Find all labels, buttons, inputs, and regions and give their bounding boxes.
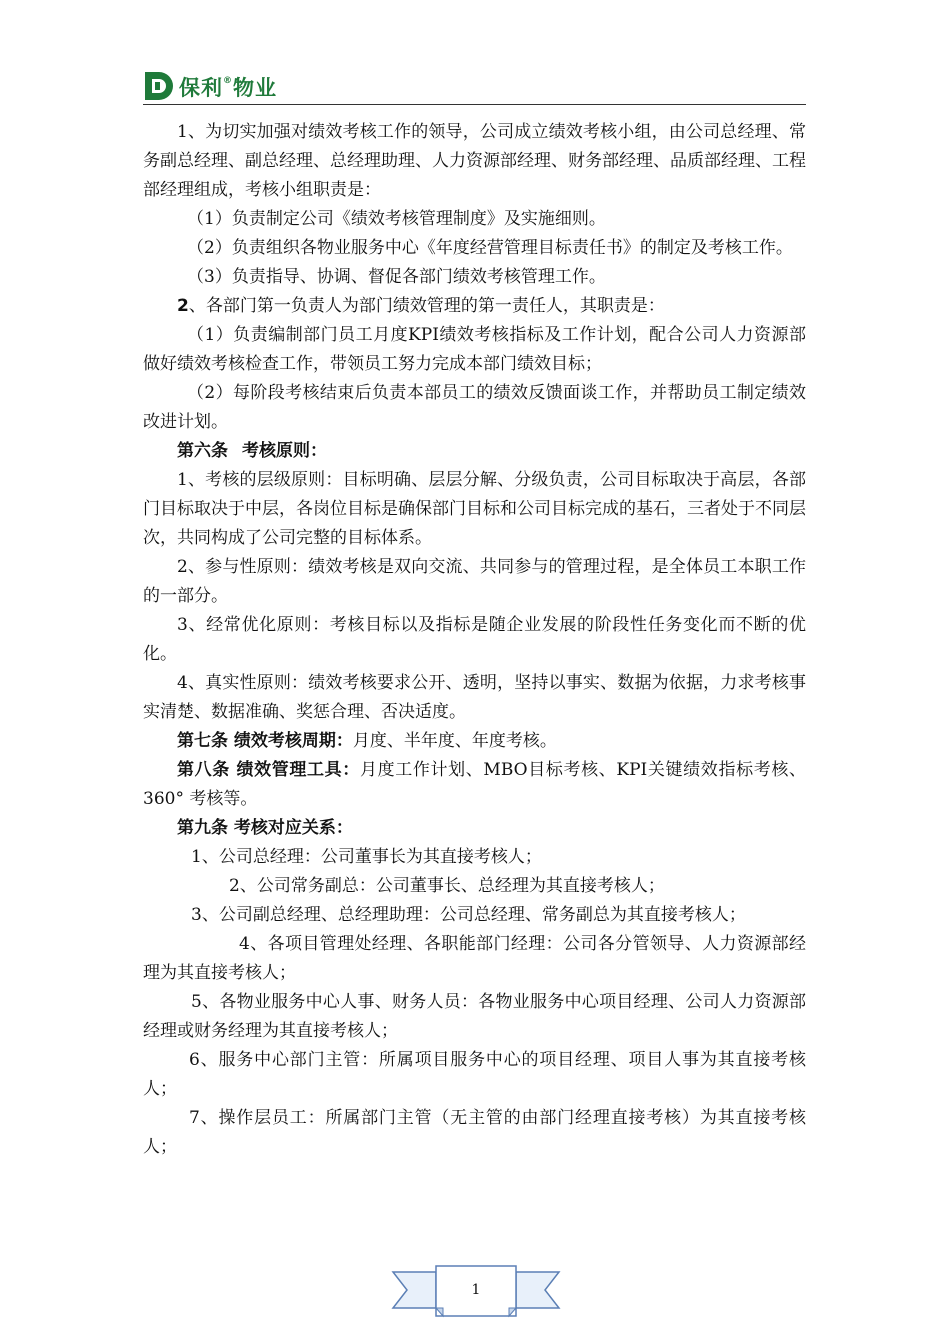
paragraph: 6、服务中心部门主管：所属项目服务中心的项目经理、项目人事为其直接考核人； — [143, 1050, 806, 1099]
page-footer — [391, 1260, 561, 1322]
page-number: 1 — [471, 1282, 481, 1298]
paragraph: （3）负责指导、协调、督促各部门绩效考核管理工作。 — [187, 267, 606, 287]
poly-logo-icon — [143, 70, 175, 102]
paragraph: 2、各部门第一负责人为部门绩效管理的第一责任人，其职责是： — [177, 296, 665, 316]
paragraph: 2、公司常务副总：公司董事长、总经理为其直接考核人； — [229, 876, 665, 896]
paragraph: 3、经常优化原则：考核目标以及指标是随企业发展的阶段性任务变化而不断的优化。 — [143, 615, 806, 664]
brand-name: 保利®物业 — [179, 76, 277, 100]
paragraph: 1、考核的层级原则：目标明确、层层分解、分级负责，公司目标取决于高层，各部门目标取决于中层，各岗位目标是确保部门目标和公司目标完成的基石，三者处于不同层次，共同构成了公司完整的目标体系。 — [143, 470, 806, 548]
paragraph: 1、为切实加强对绩效考核工作的领导，公司成立绩效考核小组，由公司总经理、常务副总经理、副总经理、总经理助理、人力资源部经理、财务部经理、品质部经理、工程部经理组成，考核小组职责是： — [143, 122, 806, 200]
paragraph: 4、各项目管理处经理、各职能部门经理：公司各分管领导、人力资源部经理为其直接考核人； — [143, 934, 806, 983]
article-heading: 第六条 考核原则： — [177, 441, 327, 461]
article-paragraph: 第八条 绩效管理工具：月度工作计划、MBO目标考核、KPI关键绩效指标考核、360° 考核等。 — [143, 760, 806, 809]
document-body — [143, 118, 806, 1162]
paragraph: 1、公司总经理：公司董事长为其直接考核人； — [191, 847, 542, 867]
article-paragraph: 第七条 绩效考核周期：月度、半年度、年度考核。 — [177, 731, 557, 751]
paragraph: （1）负责制定公司《绩效考核管理制度》及实施细则。 — [187, 209, 606, 229]
paragraph: （2）负责组织各物业服务中心《年度经营管理目标责任书》的制定及考核工作。 — [187, 238, 793, 258]
paragraph: 4、真实性原则：绩效考核要求公开、透明，坚持以事实、数据为依据，力求考核事实清楚、数据准确、奖惩合理、否决适度。 — [143, 673, 806, 722]
paragraph: 5、各物业服务中心人事、财务人员：各物业服务中心项目经理、公司人力资源部经理或财务经理为其直接考核人； — [143, 992, 806, 1041]
header-divider — [143, 104, 806, 105]
paragraph: 2、参与性原则：绩效考核是双向交流、共同参与的管理过程，是全体员工本职工作的一部分。 — [143, 557, 806, 606]
paragraph: 7、操作层员工：所属部门主管（无主管的由部门经理直接考核）为其直接考核人； — [143, 1108, 806, 1157]
paragraph: 3、公司副总经理、总经理助理：公司总经理、常务副总为其直接考核人； — [191, 905, 746, 925]
page-header — [143, 68, 806, 108]
article-heading: 第九条 考核对应关系： — [177, 818, 353, 838]
paragraph: （2）每阶段考核结束后负责本部员工的绩效反馈面谈工作，并帮助员工制定绩效改进计划。 — [143, 383, 806, 432]
paragraph: （1）负责编制部门员工月度KPI绩效考核指标及工作计划，配合公司人力资源部做好绩效考核检查工作，带领员工努力完成本部门绩效目标； — [143, 325, 806, 374]
